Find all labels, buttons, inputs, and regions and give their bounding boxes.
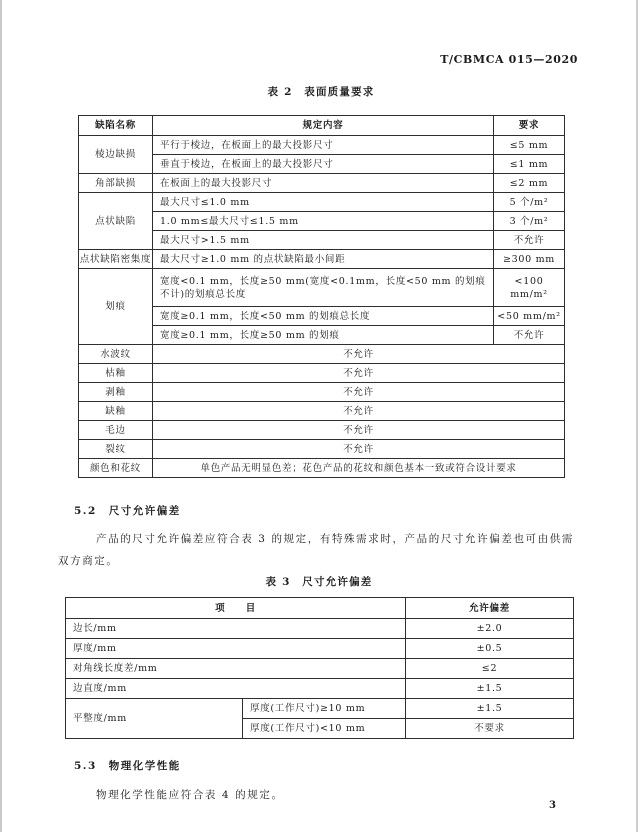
section-5-2-heading: 5.2 尺寸允许偏差: [74, 505, 181, 517]
page-number: 3: [549, 800, 556, 811]
cell-defect-name: 点状缺陷密集度: [79, 250, 153, 269]
cell-merged-requirement: 不允许: [153, 383, 565, 402]
cell-content: 宽度≥0.1 mm，长度<50 mm 的划痕总长度: [153, 307, 494, 326]
cell-content: 宽度≥0.1 mm，长度≥50 mm 的划痕: [153, 326, 494, 345]
doc-number: T/CBMCA 015—2020: [440, 53, 578, 66]
cell-requirement: 不允许: [494, 231, 565, 250]
cell-merged-requirement: 不允许: [153, 345, 565, 364]
cell-merged-requirement: 不允许: [153, 402, 565, 421]
cell-requirement: ≤5 mm: [494, 136, 565, 155]
scan-edge-right: [636, 0, 638, 832]
cell-content: 最大尺寸≤1.0 mm: [153, 193, 494, 212]
cell-merged-requirement: 不允许: [153, 421, 565, 440]
cell-requirement: ≤1 mm: [494, 155, 565, 174]
table3-header-tolerance: 允许偏差: [406, 598, 574, 619]
scan-edge-left: [0, 0, 2, 832]
cell-defect-name: 颜色和花纹: [79, 459, 153, 478]
cell-defect-name: 剥釉: [79, 383, 153, 402]
cell-merged-requirement: 不允许: [153, 440, 565, 459]
cell-item: 厚度/mm: [66, 639, 406, 659]
cell-content: 平行于棱边，在板面上的最大投影尺寸: [153, 136, 494, 155]
cell-requirement: 5 个/m²: [494, 193, 565, 212]
table2-title: 表 2 表面质量要求: [267, 86, 375, 98]
table2-surface-quality: [78, 115, 565, 478]
cell-content: 在板面上的最大投影尺寸: [153, 174, 494, 193]
cell-content: 垂直于棱边，在板面上的最大投影尺寸: [153, 155, 494, 174]
cell-defect-name: 裂纹: [79, 440, 153, 459]
cell-requirement: 3 个/m²: [494, 212, 565, 231]
table3-dimension-tolerance: [65, 597, 574, 739]
cell-merged-requirement: 单色产品无明显色差；花色产品的花纹和颜色基本一致或符合设计要求: [153, 459, 565, 478]
cell-requirement: ≤2 mm: [494, 174, 565, 193]
cell-item: 边直度/mm: [66, 679, 406, 699]
cell-item: 平整度/mm: [66, 699, 243, 739]
cell-defect-name: 毛边: [79, 421, 153, 440]
table2-header-defect: 缺陷名称: [79, 116, 153, 136]
cell-content: 最大尺寸≥1.0 mm 的点状缺陷最小间距: [153, 250, 494, 269]
table3-title: 表 3 尺寸允许偏差: [265, 576, 373, 588]
cell-requirement: ≥300 mm: [494, 250, 565, 269]
section-5-3-heading: 5.3 物理化学性能: [74, 760, 181, 772]
cell-defect-name: 划痕: [79, 269, 153, 345]
cell-item: 对角线长度差/mm: [66, 659, 406, 679]
cell-requirement: 不允许: [494, 326, 565, 345]
cell-content: 最大尺寸>1.5 mm: [153, 231, 494, 250]
cell-requirement: <50 mm/m²: [494, 307, 565, 326]
section-5-3-paragraph: 物理化学性能应符合表 4 的规定。: [96, 789, 284, 801]
cell-merged-requirement: 不允许: [153, 364, 565, 383]
cell-tolerance: ±1.5: [406, 679, 574, 699]
cell-defect-name: 缺釉: [79, 402, 153, 421]
cell-tolerance: 不要求: [406, 719, 574, 739]
cell-tolerance: ±0.5: [406, 639, 574, 659]
cell-requirement: <100 mm/m²: [494, 269, 565, 307]
section-5-2-paragraph: 产品的尺寸允许偏差应符合表 3 的规定，有特殊需求时，产品的尺寸允许偏差也可由供需双方商定。: [58, 533, 574, 567]
cell-tolerance: ±1.5: [406, 699, 574, 719]
cell-defect-name: 棱边缺损: [79, 136, 153, 174]
table2-header-requirement: 要求: [494, 116, 565, 136]
cell-content: 1.0 mm≤最大尺寸≤1.5 mm: [153, 212, 494, 231]
table3-header-item: 项 目: [66, 598, 406, 619]
cell-defect-name: 点状缺陷: [79, 193, 153, 250]
cell-sub-item: 厚度(工作尺寸)≥10 mm: [243, 699, 406, 719]
table2-header-content: 规定内容: [153, 116, 494, 136]
cell-content: 宽度<0.1 mm，长度≥50 mm(宽度<0.1mm，长度<50 mm 的划痕不计)的划痕总长度: [153, 269, 494, 307]
cell-tolerance: ±2.0: [406, 619, 574, 639]
cell-sub-item: 厚度(工作尺寸)<10 mm: [243, 719, 406, 739]
cell-defect-name: 枯釉: [79, 364, 153, 383]
cell-defect-name: 角部缺损: [79, 174, 153, 193]
cell-tolerance: ≤2: [406, 659, 574, 679]
cell-defect-name: 水波纹: [79, 345, 153, 364]
cell-item: 边长/mm: [66, 619, 406, 639]
